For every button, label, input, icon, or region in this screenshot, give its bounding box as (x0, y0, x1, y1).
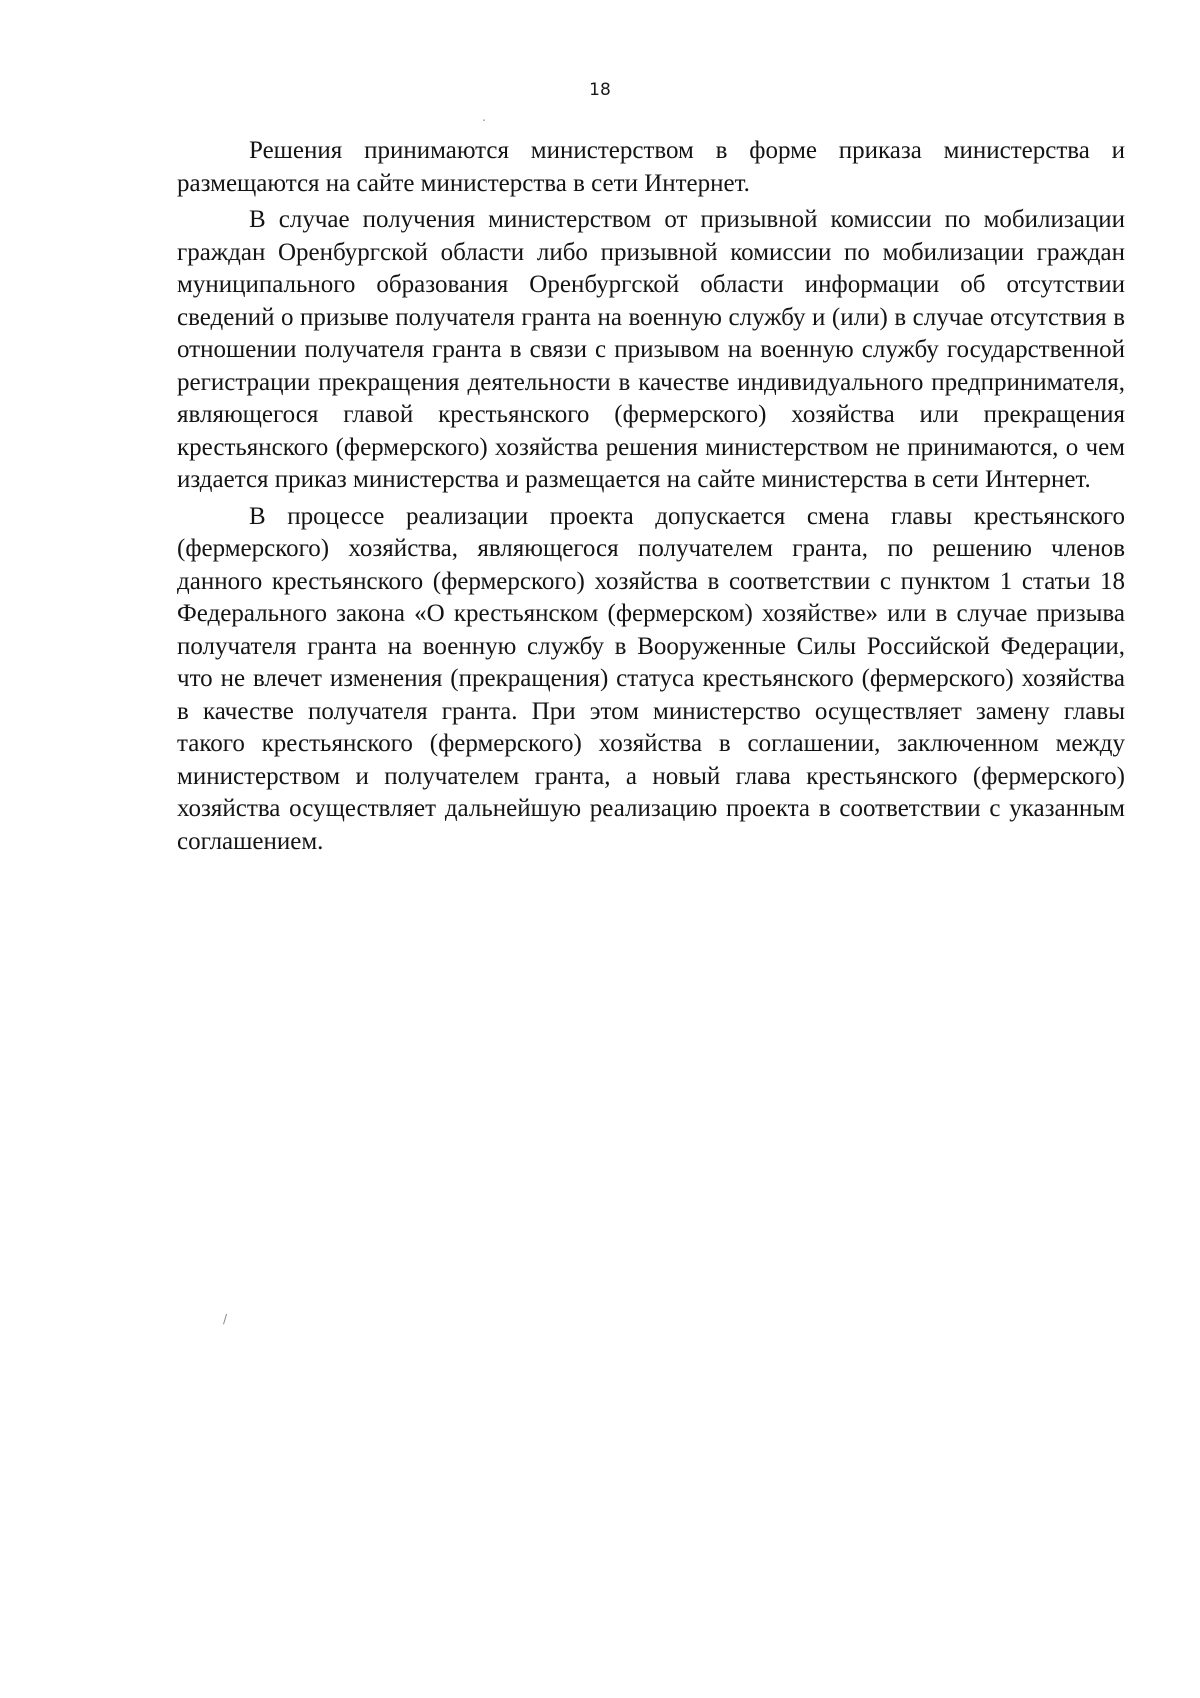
scan-speck: . (482, 110, 486, 124)
paragraph-conscription-case: В случае получения министерством от призывной комиссии по мобилизации граждан Оренбургской области либо призывной комиссии по мобилизации граждан муниципального образования Оренбургской области информации об отсутствии сведений о призыве получателя гранта на военную службу и (или) в случае отсутствия в отношении получателя гранта в связи с призывом на военную службу государственной регистрации прекращения деятельности в качестве индивидуального предпринимателя, являющегося главой крестьянского (фермерского) хозяйства или прекращения крестьянского (фермерского) хозяйства решения министерством не принимаются, о чем издается приказ министерства и размещается на сайте министерства в сети Интернет. (177, 206, 1125, 493)
page-number: 18 (589, 80, 611, 100)
document-body (177, 135, 1125, 858)
paragraph-decisions: Решения принимаются министерством в форме приказа министерства и размещаются на сайте министерства в сети Интернет. (177, 137, 1125, 197)
paragraph-head-change: В процессе реализации проекта допускается смена главы крестьянского (фермерского) хозяйства, являющегося получателем гранта, по решению членов данного крестьянского (фермерского) хозяйства в соответствии с пунктом 1 статьи 18 Федерального закона «О крестьянском (фермерском) хозяйстве» или в случае призыва получателя гранта на военную службу в Вооруженные Силы Российской Федерации, что не влечет изменения (прекращения) статуса крестьянского (фермерского) хозяйства в качестве получателя гранта. При этом министерство осуществляет замену главы такого крестьянского (фермерского) хозяйства в соглашении, заключенном между министерством и получателем гранта, а новый глава крестьянского (фермерского) хозяйства осуществляет дальнейшую реализацию проекта в соответствии с указанным соглашением. (177, 502, 1125, 855)
scan-mark: / (223, 1312, 228, 1326)
